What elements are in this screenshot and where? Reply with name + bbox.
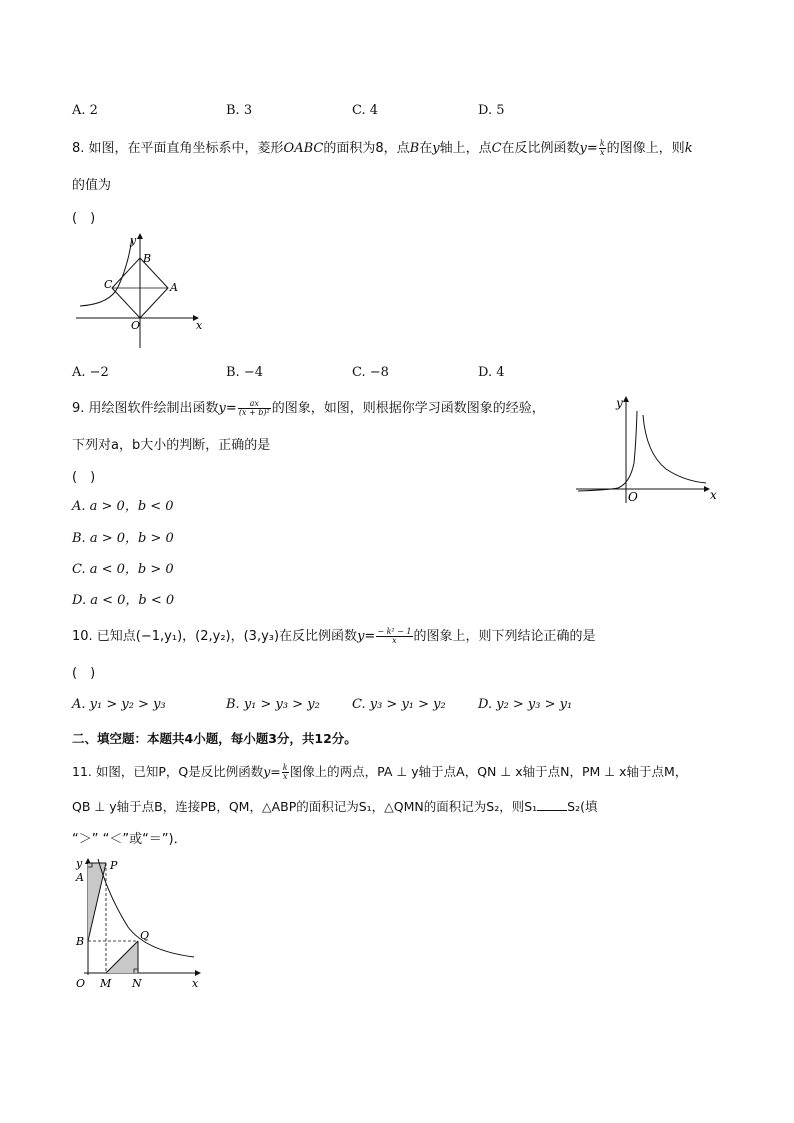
q11-label-x: x xyxy=(192,977,199,990)
q11-text-a: 11. 如图，已知P，Q是反比例函数 xyxy=(72,764,264,779)
q8-label-b: B xyxy=(143,252,152,265)
q8-label-x: x xyxy=(196,319,203,332)
q9-option-d[interactable]: D. a < 0，b < 0 xyxy=(72,593,175,608)
q8-answer-paren: ( ) xyxy=(72,211,96,226)
section2-title: 二、填空题：本题共4小题，每小题3分，共12分。 xyxy=(72,731,357,746)
q8-figure xyxy=(70,230,210,352)
q8-text-a: 8. 如图，在平面直角坐标系中，菱形 xyxy=(72,141,284,156)
q9-option-b[interactable]: B. a > 0，b > 0 xyxy=(72,531,174,546)
q7-option-d[interactable]: D. 5 xyxy=(478,103,505,118)
q9-option-a[interactable]: A. a > 0，b < 0 xyxy=(72,499,174,514)
q11-line2-b: S₂(填 xyxy=(567,799,598,814)
q9-eq: = xyxy=(225,401,237,416)
q7-option-b[interactable]: B. 3 xyxy=(226,103,253,118)
q9-text-b: 的图象，如图，则根据你学习函数图象的经验， xyxy=(271,401,545,416)
q9-label-o: O xyxy=(628,490,638,504)
q9-func-y: y xyxy=(218,401,226,416)
q8-text-e: 在反比例函数 xyxy=(501,141,580,156)
q11-func-y: y xyxy=(263,764,271,779)
q11-stem-line2 xyxy=(72,798,598,816)
q9-label-x: x xyxy=(710,488,717,502)
q9-answer-paren: ( ) xyxy=(72,470,96,485)
q10-option-a[interactable]: A. y₁ > y₂ > y₃ xyxy=(72,697,166,712)
q11-stem xyxy=(72,763,687,781)
q8-var-k: k xyxy=(684,141,693,156)
q9-option-c[interactable]: C. a < 0，b > 0 xyxy=(72,562,174,577)
q8-fraction xyxy=(599,140,606,157)
q9-label-y: y xyxy=(616,396,623,410)
q11-text-b: 图像上的两点，PA ⊥ y轴于点A，QN ⊥ x轴于点N，PM ⊥ x轴于点M， xyxy=(289,764,688,779)
q9-frac-den: (x + b)² xyxy=(238,408,270,417)
q9-figure xyxy=(574,393,724,505)
q11-label-m: M xyxy=(100,977,112,990)
q8-text-d: 轴上，点 xyxy=(439,141,492,156)
q8-point-b: B xyxy=(409,141,420,156)
q11-label-n: N xyxy=(132,977,142,990)
q8-option-d[interactable]: D. 4 xyxy=(478,365,505,380)
q11-curve xyxy=(98,859,194,957)
q8-text-c: 在 xyxy=(419,141,433,156)
q9-stem-line2: 下列对a，b大小的判断，正确的是 xyxy=(72,438,271,453)
q11-eq: = xyxy=(270,764,281,779)
q8-text-b: 的面积为8，点 xyxy=(323,141,410,156)
q8-stem xyxy=(72,140,693,158)
q8-stem-line2: 的值为 xyxy=(72,178,112,193)
q8-label-c: C xyxy=(104,278,113,291)
q11-frac-den: x xyxy=(282,772,288,781)
q8-frac-num: k xyxy=(599,139,605,148)
q11-label-y: y xyxy=(76,857,83,870)
q11-line2-a: QB ⊥ y轴于点B，连接PB，QM，△ABP的面积记为S₁，△QMN的面积记为S₂，则S₁ xyxy=(72,799,538,814)
q11-label-a: A xyxy=(76,871,84,884)
q9-curve-left xyxy=(578,411,637,491)
q8-label-y: y xyxy=(130,234,137,247)
q8-frac-den: x xyxy=(599,148,605,157)
q9-curve-right xyxy=(643,415,706,483)
q11-label-o: O xyxy=(76,977,86,990)
q9-stem xyxy=(72,400,545,418)
q11-label-p: P xyxy=(110,859,118,872)
q11-figure xyxy=(70,855,210,993)
q8-shape: OABC xyxy=(283,141,324,156)
q10-option-b[interactable]: B. y₁ > y₃ > y₂ xyxy=(226,697,320,712)
q11-fraction xyxy=(282,764,289,781)
q8-label-o: O xyxy=(131,319,141,332)
q9-text-a: 9. 用绘图软件绘制出函数 xyxy=(72,401,219,416)
q8-option-b[interactable]: B. −4 xyxy=(226,365,263,380)
q11-label-b: B xyxy=(76,935,85,948)
q8-option-a[interactable]: A. −2 xyxy=(72,365,109,380)
q11-label-q: Q xyxy=(140,929,150,942)
q8-text-f: 的图像上，则 xyxy=(606,141,685,156)
q10-fraction xyxy=(376,628,412,645)
q10-eq: = xyxy=(364,629,376,644)
q11-frac-num: k xyxy=(282,763,288,772)
q9-fraction xyxy=(238,400,271,417)
q10-option-d[interactable]: D. y₂ > y₃ > y₁ xyxy=(478,697,573,712)
q8-curve xyxy=(80,238,132,306)
q10-stem xyxy=(72,628,596,646)
q8-label-a: A xyxy=(170,281,178,294)
q10-option-c[interactable]: C. y₃ > y₁ > y₂ xyxy=(352,697,446,712)
q8-axis-y: y xyxy=(432,141,440,156)
q10-answer-paren: ( ) xyxy=(72,666,96,681)
q8-eq: = xyxy=(586,141,598,156)
q7-option-a[interactable]: A. 2 xyxy=(72,103,98,118)
q10-frac-den: x xyxy=(392,636,397,645)
q7-option-c[interactable]: C. 4 xyxy=(352,103,379,118)
q9-frac-num: ax xyxy=(238,400,271,409)
q10-text-b: 的图象上，则下列结论正确的是 xyxy=(413,629,596,644)
q10-frac-num: − k² − 1 xyxy=(377,627,412,636)
q11-stem-line3: “＞” “＜”或“＝”)． xyxy=(72,832,187,847)
q11-answer-blank[interactable] xyxy=(537,798,567,811)
q8-func-y: y xyxy=(579,141,587,156)
q8-option-c[interactable]: C. −8 xyxy=(352,365,389,380)
q8-point-c: C xyxy=(491,141,502,156)
q10-text-a: 10. 已知点(−1,y₁)，(2,y₂)，(3,y₃)在反比例函数 xyxy=(72,629,358,644)
q10-func-y: y xyxy=(357,629,365,644)
